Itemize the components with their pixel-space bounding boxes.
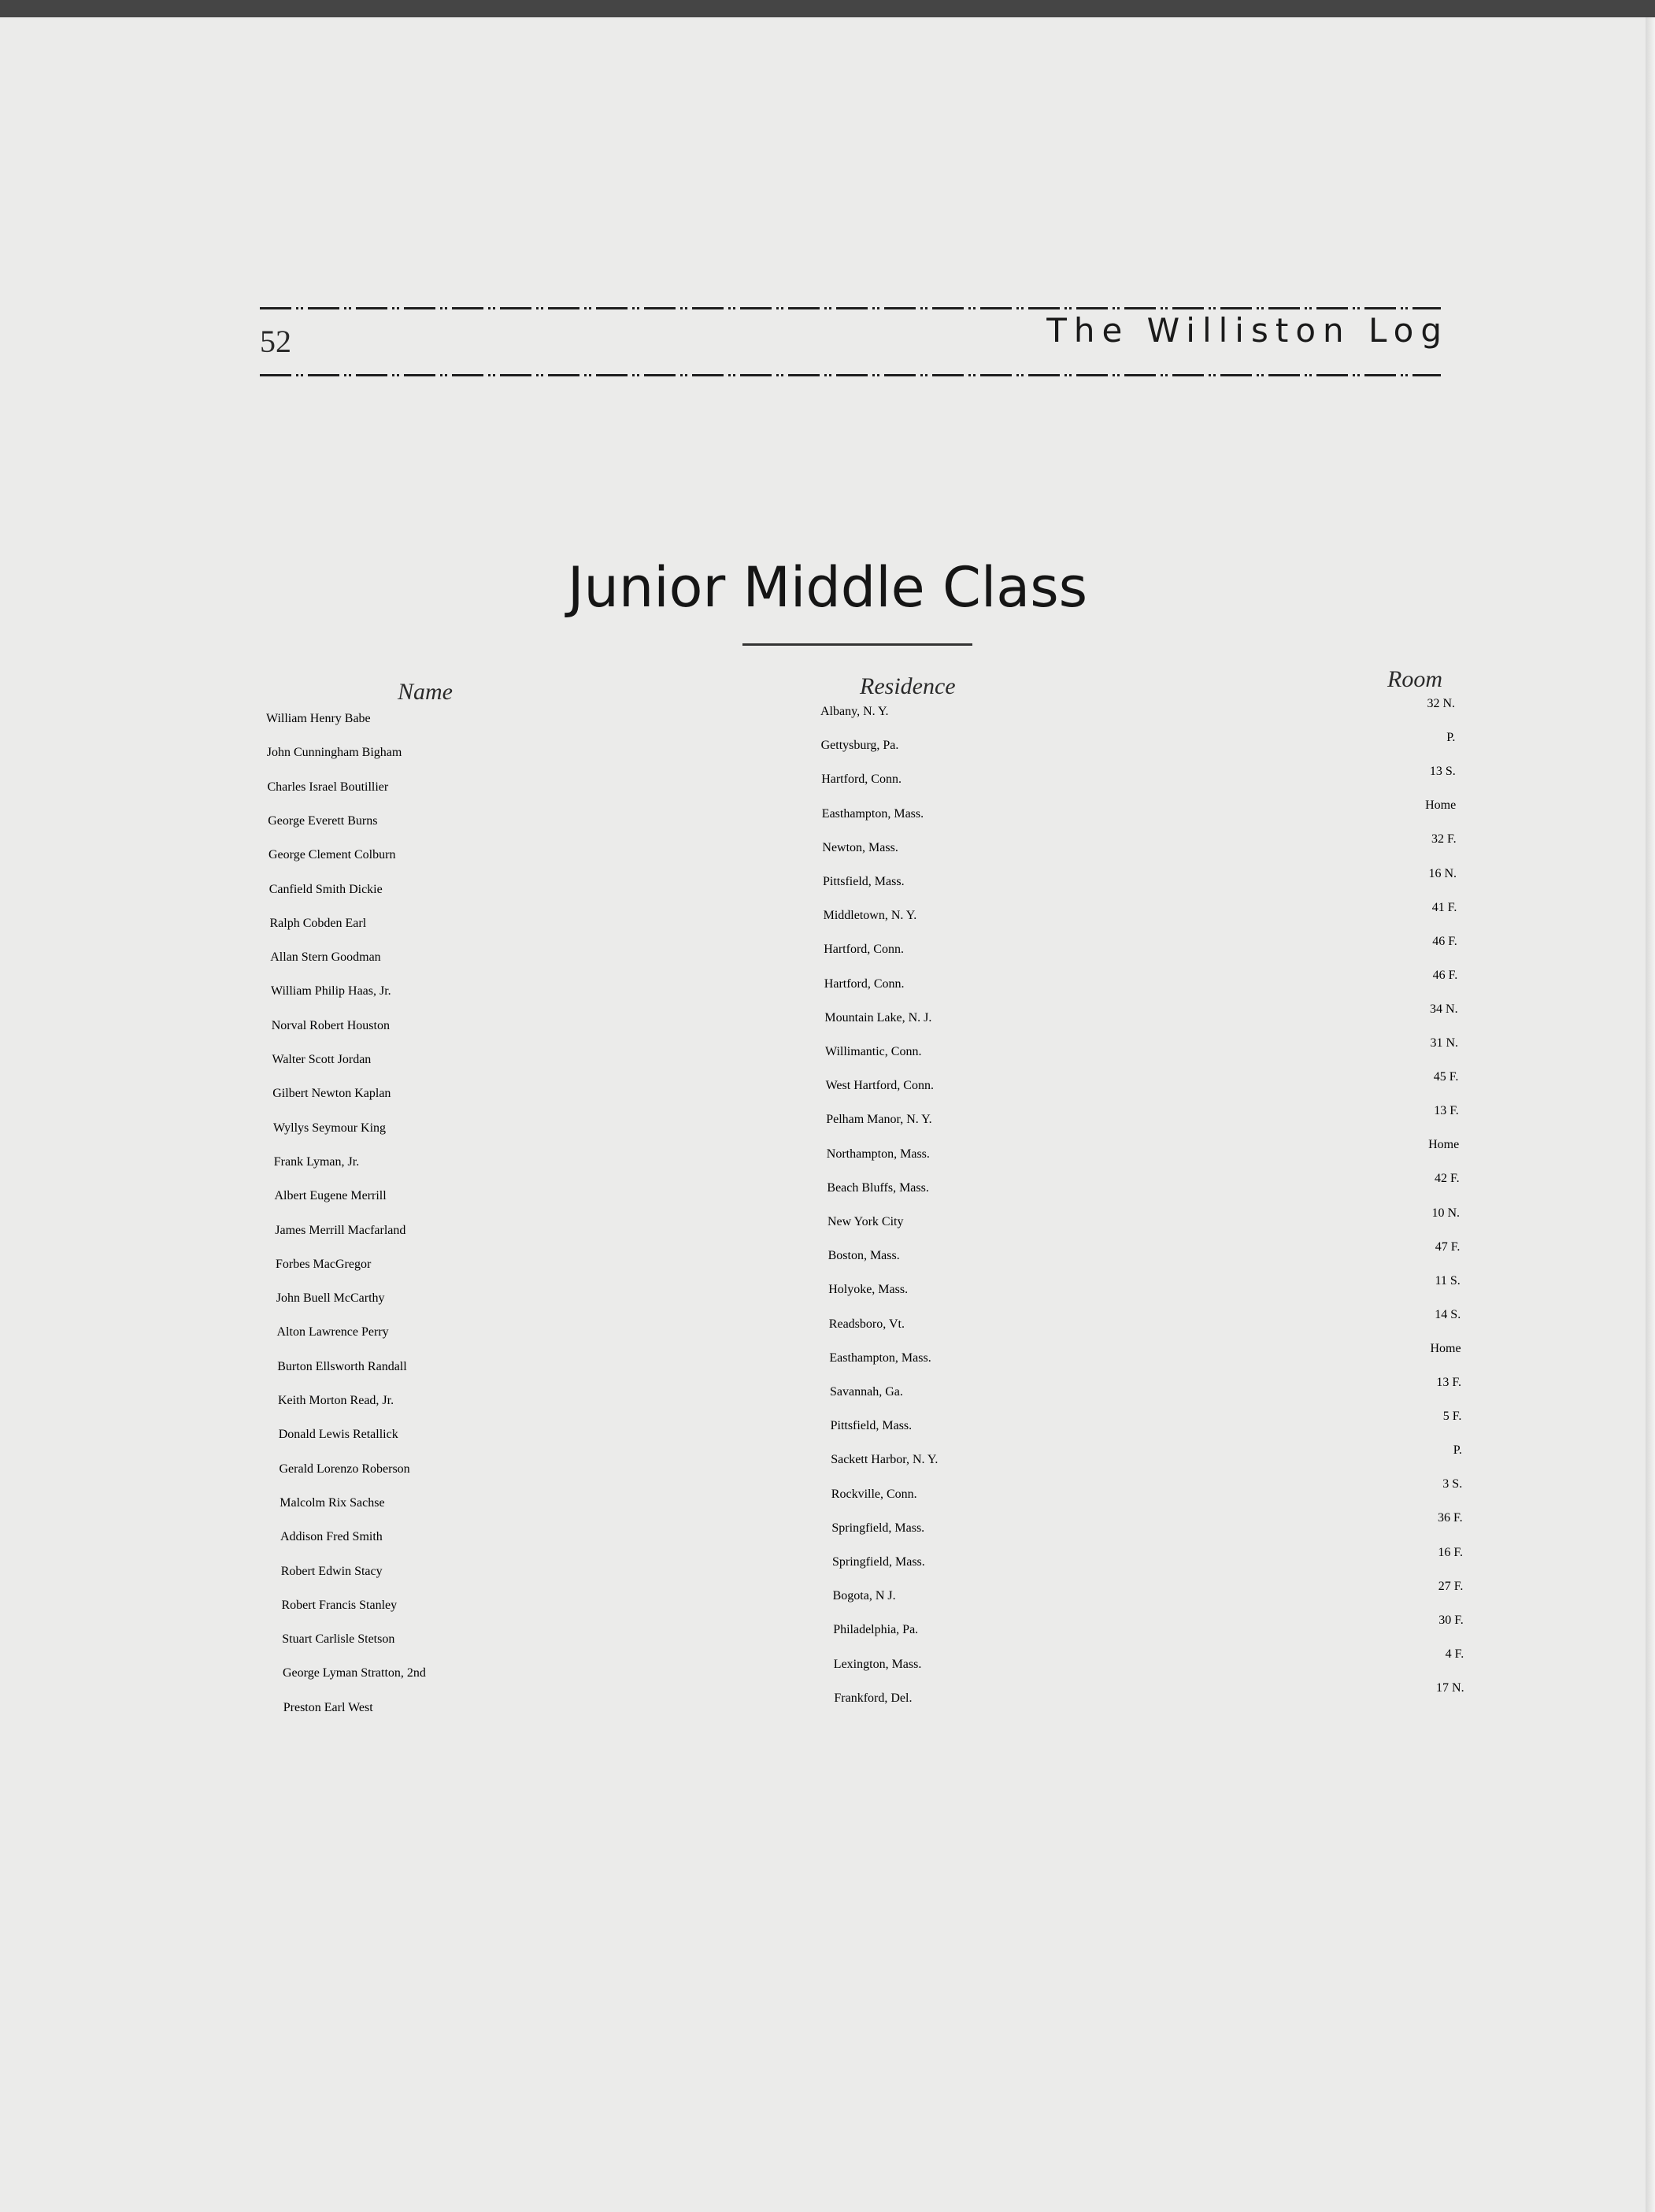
student-room: 4 F. — [1445, 1647, 1464, 1661]
column-header-name: Name — [398, 679, 453, 705]
student-name: Gilbert Newton Kaplan — [272, 1087, 391, 1101]
page-number: 52 — [260, 324, 291, 359]
student-name: William Henry Babe — [266, 712, 371, 725]
student-room: 16 N. — [1428, 866, 1457, 880]
student-room: 17 N. — [1436, 1680, 1464, 1695]
student-residence: Middletown, N. Y. — [823, 909, 917, 923]
student-name: Robert Edwin Stacy — [280, 1564, 383, 1578]
student-residence: Pittsfield, Mass. — [823, 875, 905, 888]
student-residence: New York City — [828, 1215, 904, 1228]
student-name: Walter Scott Jordan — [272, 1053, 372, 1066]
student-room: 16 F. — [1438, 1545, 1463, 1559]
student-residence: Pelham Manor, N. Y. — [826, 1113, 932, 1127]
student-name: John Buell McCarthy — [276, 1291, 385, 1306]
student-name: Wyllys Seymour King — [273, 1121, 387, 1135]
student-residence: Beach Bluffs, Mass. — [827, 1180, 929, 1195]
student-residence: Readsboro, Vt. — [828, 1317, 905, 1331]
student-room: Home — [1428, 1138, 1460, 1152]
student-name: James Merrill Macfarland — [275, 1223, 406, 1237]
student-name: Burton Ellsworth Randall — [277, 1359, 407, 1373]
student-room: 13 F. — [1434, 1104, 1459, 1118]
student-name: Preston Earl West — [283, 1700, 373, 1714]
student-name: Robert Francis Stanley — [281, 1598, 398, 1612]
student-residence: Lexington, Mass. — [833, 1657, 922, 1671]
student-residence: Hartford, Conn. — [824, 943, 904, 957]
student-residence: Boston, Mass. — [828, 1249, 900, 1263]
student-residence: Sackett Harbor, N. Y. — [831, 1453, 939, 1467]
student-name: Norval Robert Houston — [271, 1018, 390, 1032]
student-room: P. — [1446, 731, 1456, 745]
student-room: 45 F. — [1433, 1070, 1459, 1084]
student-room: P. — [1453, 1443, 1462, 1458]
student-name: John Cunningham Bigham — [266, 746, 402, 760]
student-room: 13 F. — [1436, 1376, 1461, 1389]
student-room: 34 N. — [1430, 1002, 1458, 1016]
student-residence: Springfield, Mass. — [832, 1555, 925, 1569]
student-room: 46 F. — [1432, 968, 1458, 982]
student-name: Albert Eugene Merrill — [274, 1189, 387, 1203]
student-room: 3 S. — [1442, 1477, 1463, 1491]
student-room: 31 N. — [1430, 1036, 1458, 1050]
student-name: Charles Israel Boutillier — [267, 780, 389, 794]
student-room: 32 F. — [1431, 832, 1457, 847]
student-residence: Northampton, Mass. — [826, 1147, 930, 1161]
student-room: 30 F. — [1438, 1613, 1464, 1627]
student-room: 13 S. — [1429, 765, 1456, 779]
student-residence: Philadelphia, Pa. — [833, 1623, 919, 1637]
student-name: Alton Lawrence Perry — [276, 1325, 389, 1339]
student-name: Malcolm Rix Sachse — [280, 1495, 385, 1510]
student-room: 32 N. — [1427, 697, 1455, 710]
student-residence: Rockville, Conn. — [831, 1487, 917, 1501]
student-name: Forbes MacGregor — [276, 1257, 372, 1271]
student-room: 10 N. — [1431, 1206, 1460, 1220]
student-room: Home — [1430, 1341, 1461, 1355]
student-residence: Frankford, Del. — [834, 1691, 913, 1705]
student-residence: Easthampton, Mass. — [821, 806, 924, 821]
student-residence: Bogota, N J. — [832, 1589, 896, 1603]
student-room: 47 F. — [1435, 1239, 1461, 1254]
student-name: George Lyman Stratton, 2nd — [283, 1666, 426, 1680]
student-residence: Willimantic, Conn. — [825, 1045, 922, 1058]
student-name: Addison Fred Smith — [280, 1530, 383, 1544]
student-residence: Newton, Mass. — [822, 840, 898, 854]
student-name: George Everett Burns — [268, 813, 378, 828]
student-name: Keith Morton Read, Jr. — [278, 1394, 394, 1407]
student-residence: Pittsfield, Mass. — [830, 1419, 913, 1433]
student-residence: Easthampton, Mass. — [829, 1351, 931, 1365]
column-header-residence: Residence — [860, 673, 956, 699]
column-header-room: Room — [1387, 666, 1442, 692]
student-room: 27 F. — [1438, 1579, 1464, 1593]
student-name: Ralph Cobden Earl — [269, 916, 367, 930]
student-room: Home — [1425, 798, 1457, 813]
student-room: 42 F. — [1434, 1172, 1460, 1186]
student-residence: Gettysburg, Pa. — [820, 739, 899, 753]
student-room: 11 S. — [1435, 1273, 1461, 1288]
student-residence: Springfield, Mass. — [831, 1521, 925, 1535]
student-room: 5 F. — [1442, 1410, 1462, 1424]
running-head: The Williston Log — [1046, 311, 1449, 350]
student-name: William Philip Haas, Jr. — [271, 984, 391, 999]
student-name: George Clement Colburn — [268, 848, 396, 862]
page-title: Junior Middle Class — [567, 555, 1088, 620]
student-residence: West Hartford, Conn. — [825, 1079, 934, 1093]
student-residence: Holyoke, Mass. — [828, 1283, 909, 1297]
student-name: Canfield Smith Dickie — [268, 882, 383, 896]
student-residence: Hartford, Conn. — [824, 976, 905, 991]
student-room: 46 F. — [1432, 934, 1457, 948]
student-name: Gerald Lorenzo Roberson — [279, 1462, 410, 1476]
student-residence: Hartford, Conn. — [821, 773, 902, 787]
student-room: 41 F. — [1431, 900, 1457, 914]
student-residence: Albany, N. Y. — [820, 705, 889, 718]
student-residence: Mountain Lake, N. J. — [824, 1010, 932, 1024]
student-name: Allan Stern Goodman — [270, 950, 381, 965]
student-name: Stuart Carlisle Stetson — [282, 1632, 395, 1647]
student-room: 14 S. — [1435, 1307, 1461, 1321]
student-name: Frank Lyman, Jr. — [273, 1154, 360, 1169]
student-room: 36 F. — [1437, 1511, 1463, 1525]
student-residence: Savannah, Ga. — [830, 1385, 903, 1399]
student-name: Donald Lewis Retallick — [278, 1428, 398, 1442]
